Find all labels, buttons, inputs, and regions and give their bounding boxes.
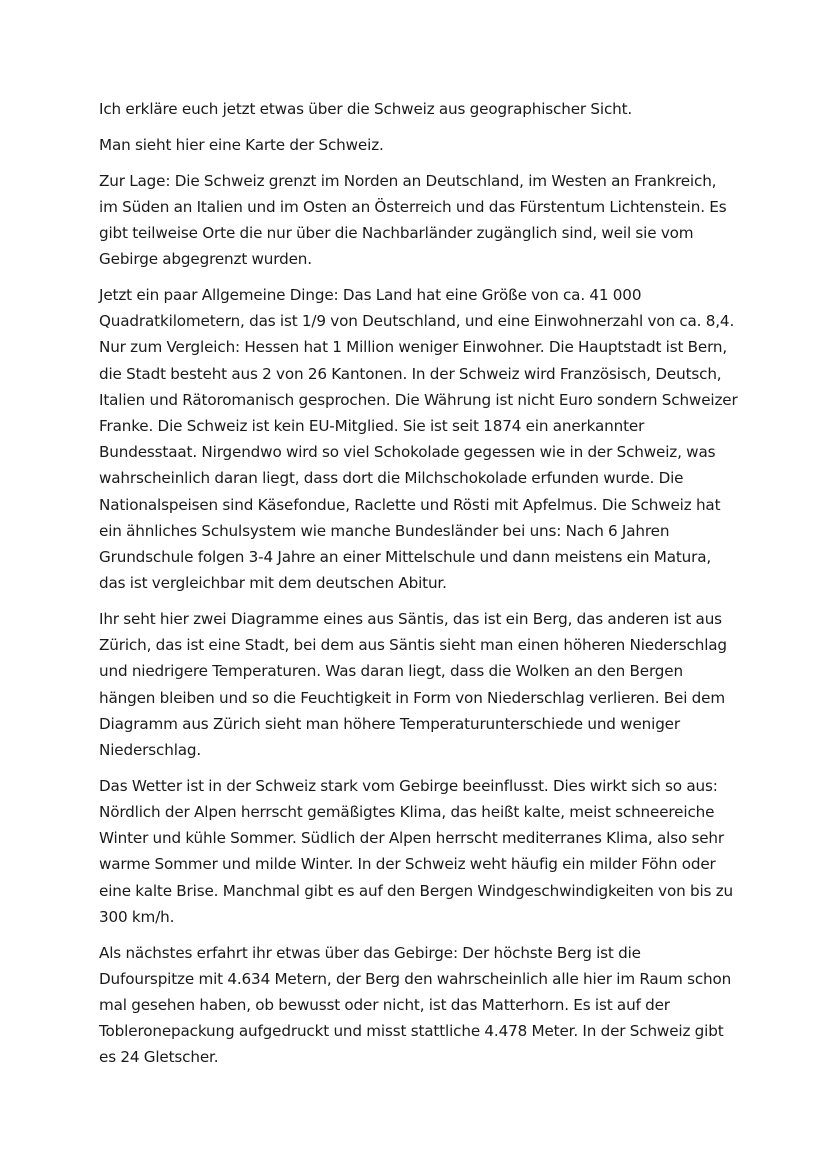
paragraph-location: Zur Lage: Die Schweiz grenzt im Norden an Deutschland, im Westen an Frankreich, im Süden an Italien und im Osten an Österreich und das Fürstentum Lichtenstein. Es gibt teilweise Orte die nur über die Nachbarländer zugänglich sind, weil sie vom Gebirge abgegrenzt wurden. <box>99 171 727 269</box>
paragraph-weather: Das Wetter ist in der Schweiz stark vom Gebirge beeinflusst. Dies wirkt sich so aus: Nördlich der Alpen herrscht gemäßigtes Klima, das heißt kalte, meist schneereiche Winter und kühle Sommer. Südlich der Alpen herrscht mediterranes Klima, also sehr warme Sommer und milde Winter. In der Schweiz weht häufig ein milder Föhn oder eine kalte Brise. Manchmal gibt es auf den Bergen Windgeschwindigkeiten von bis zu 300 km/h. <box>99 776 733 926</box>
paragraph-climate-diagrams: Ihr seht hier zwei Diagramme eines aus Säntis, das ist ein Berg, das anderen ist aus Zürich, das ist eine Stadt, bei dem aus Säntis sieht man einen höheren Niederschlag und niedrigere Temperaturen. Was daran liegt, dass die Wolken an den Bergen hängen bleiben und so die Feuchtigkeit in Form von Niederschlag verlieren. Bei dem Diagramm aus Zürich sieht man höhere Temperaturunterschiede und weniger Niederschlag. <box>99 610 727 760</box>
paragraph-mountains: Als nächstes erfahrt ihr etwas über das Gebirge: Der höchste Berg ist die Dufourspitze mit 4.634 Metern, der Berg den wahrscheinlich alle hier im Raum schon mal gesehen haben, ob bewusst oder nicht, ist das Matterhorn. Es ist auf der Tobleronepackung aufgedruckt und misst stattliche 4.478 Meter. In der Schweiz gibt es 24 Gletscher. <box>99 943 732 1067</box>
document-body <box>99 96 739 1080</box>
paragraph-map: Man sieht hier eine Karte der Schweiz. <box>99 135 384 154</box>
paragraph-general-facts: Jetzt ein paar Allgemeine Dinge: Das Land hat eine Größe von ca. 41 000 Quadratkilometern, das ist 1/9 von Deutschland, und eine Einwohnerzahl von ca. 8,4. Nur zum Vergleich: Hessen hat 1 Million weniger Einwohner. Die Hauptstadt ist Bern, die Stadt besteht aus 2 von 26 Kantonen. In der Schweiz wird Französisch, Deutsch, Italien und Rätoromanisch gesprochen. Die Währung ist nicht Euro sondern Schweizer Franke. Die Schweiz ist kein EU-Mitglied. Sie ist seit 1874 ein anerkannter Bundesstaat. Nirgendwo wird so viel Schokolade gegessen wie in der Schweiz, was wahrscheinlich daran liegt, dass dort die Milchschokolade erfunden wurde. Die Nationalspeisen sind Käsefondue, Raclette und Rösti mit Apfelmus. Die Schweiz hat ein ähnliches Schulsystem wie manche Bundesländer bei uns: Nach 6 Jahren Grundschule folgen 3-4 Jahre an einer Mittelschule und dann meistens ein Matura, das ist vergleichbar mit dem deutschen Abitur. <box>99 286 738 593</box>
paragraph-intro: Ich erkläre euch jetzt etwas über die Schweiz aus geographischer Sicht. <box>99 100 633 118</box>
